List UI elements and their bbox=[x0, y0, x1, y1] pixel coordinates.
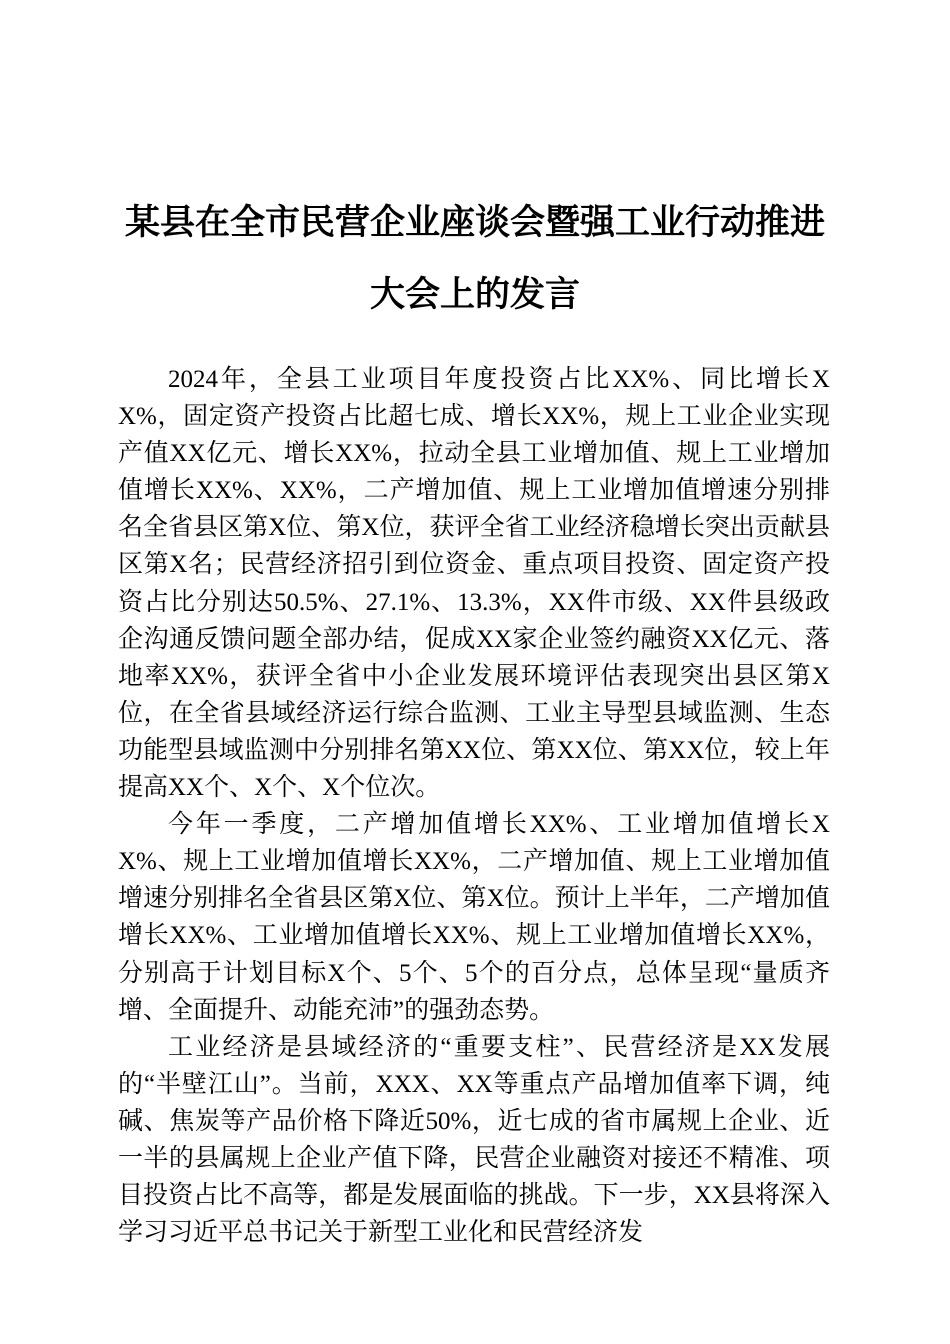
document-title-line-2: 大会上的发言 bbox=[369, 274, 580, 315]
body-paragraph-3: 工业经济是县域经济的“重要支柱”、民营经济是XX发展的“半壁江山”。当前，XXX、XX等重点产品增加值率下调，纯碱、焦炭等产品价格下降近50%，近七成的省市属规上企业、近一半的县属规上企业产值下降，民营企业融资对接还不精准、项目投资占比不高等，都是发展面临的挑战。下一步，XX县将深入学习习近平总书记关于新型工业化和民营经济发 bbox=[118, 1033, 830, 1247]
document-title-line-1: 某县在全市民营企业座谈会暨强工业行动推进 bbox=[124, 202, 825, 243]
body-paragraph-1: 2024年，全县工业项目年度投资占比XX%、同比增长XX%，固定资产投资占比超七成、增长XX%，规上工业企业实现产值XX亿元、增长XX%，拉动全县工业增加值、规上工业增加值增长XX%、XX%，二产增加值、规上工业增加值增速分别排名全省县区第X位、第X位，获评全省工业经济稳增长突出贡献县区第X名；民营经济招引到位资金、重点项目投资、固定资产投资占比分别达50.5%、27.1%、13.3%，XX件市级、XX件县级政企沟通反馈问题全部办结，促成XX家企业签约融资XX亿元、落地率XX%，获评全省中小企业发展环境评估表现突出县区第X位，在全省县域经济运行综合监测、工业主导型县域监测、生态功能型县域监测中分别排名第XX位、第XX位、第XX位，较上年提高XX个、X个、X个位次。 bbox=[118, 366, 830, 802]
body-paragraph-2: 今年一季度，二产增加值增长XX%、工业增加值增长XX%、规上工业增加值增长XX%，二产增加值、规上工业增加值增速分别排名全省县区第X位、第X位。预计上半年，二产增加值增长XX%、工业增加值增长XX%、规上工业增加值增长XX%，分别高于计划目标X个、5个、5个的百分点，总体呈现“量质齐增、全面提升、动能充沛”的强劲态势。 bbox=[118, 811, 830, 1024]
document-body bbox=[118, 361, 830, 1251]
